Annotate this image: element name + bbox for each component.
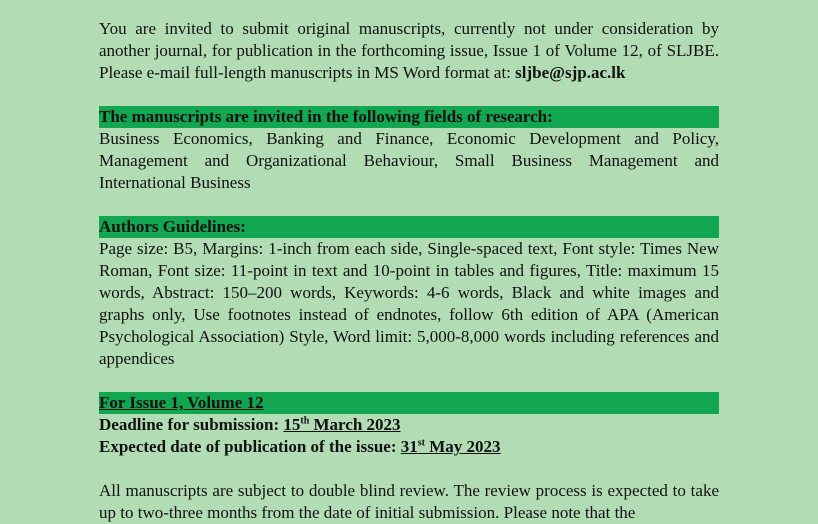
fields-heading: The manuscripts are invited in the following fields of research:	[99, 106, 719, 128]
publication-rest: May 2023	[424, 437, 501, 456]
submission-email[interactable]: sljbe@sjp.ac.lk	[515, 63, 626, 82]
intro-paragraph	[99, 18, 719, 84]
deadline-day: 15	[283, 415, 301, 434]
publication-label: Expected date of publication of the issue:	[99, 437, 401, 456]
publication-suffix: st	[417, 437, 425, 449]
guidelines-heading: Authors Guidelines:	[99, 216, 719, 238]
deadline-label: Deadline for submission:	[99, 415, 284, 434]
guidelines-text: Page size: B5, Margins: 1-inch from each side, Single-spaced text, Font style: Times New Roman, Font size: 11-point in text and 10-point in tables and figures, Title: maximum 15 words, Abstract: 150–200 words, Keywords: 4-6 words, Black and white images and graphs only, Use footnotes instead of endnotes, follow 6th edition of APA (American Psychological Association) Style, Word limit: 5,000-8,000 words including references and appendices	[99, 239, 719, 368]
deadline-rest: March 2023	[309, 415, 401, 434]
publication-line	[99, 436, 719, 458]
deadline-suffix: th	[300, 415, 310, 427]
call-for-papers	[99, 18, 719, 524]
deadline-line	[99, 414, 719, 436]
intro-text: You are invited to submit original manuscripts, currently not under consideration by another journal, for publication in the forthcoming issue, Issue 1 of Volume 12, of SLJBE. Please e-mail full-length manuscripts in MS Word format at:	[99, 19, 719, 82]
fields-text: Business Economics, Banking and Finance, Economic Development and Policy, Management and Organizational Behaviour, Small Business Management and International Business	[99, 129, 719, 192]
review-text: All manuscripts are subject to double blind review. The review process is expected to take up to two-three months from the date of initial submission. Please note that the	[99, 481, 719, 522]
deadline-date	[283, 415, 400, 434]
issue-heading	[99, 392, 719, 414]
issue-heading-label: For Issue 1, Volume 12	[99, 393, 264, 412]
publication-day: 31	[400, 437, 418, 456]
publication-date	[401, 437, 501, 456]
